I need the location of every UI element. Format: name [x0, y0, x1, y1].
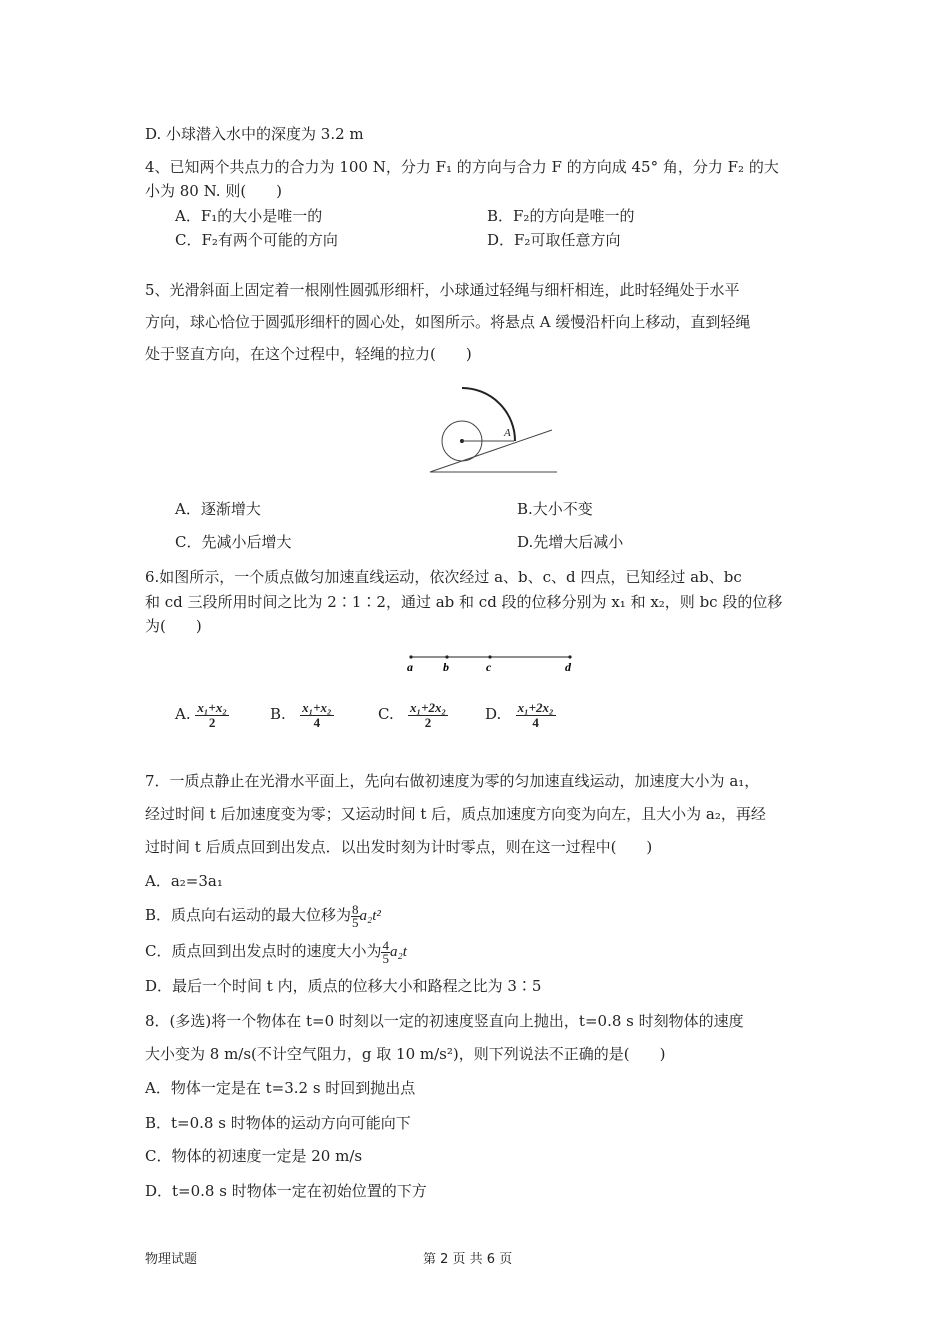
label-c: c: [486, 660, 492, 674]
q3-option-d: D. 小球潜入水中的深度为 3.2 m: [145, 125, 364, 143]
q6-option-b-label: B.: [270, 705, 286, 723]
incline-line: [430, 430, 552, 472]
q6-option-c: [378, 698, 448, 730]
q8-option-c: C．物体的初速度一定是 20 m/s: [145, 1147, 363, 1165]
q5-figure-incline-arc: [415, 375, 565, 487]
footer-page-number: 第 2 页 共 6 页: [423, 1252, 513, 1267]
q7-option-d: D．最后一个时间 t 内，质点的位移大小和路程之比为 3∶5: [145, 977, 542, 995]
q6-stem-line2: 和 cd 三段所用时间之比为 2∶1∶2，通过 ab 和 cd 段的位移分别为 x₁ 和 x₂，则 bc 段的位移: [145, 593, 783, 611]
q8-option-d: D．t=0.8 s 时物体一定在初始位置的下方: [145, 1182, 427, 1200]
q8-option-a: A．物体一定是在 t=3.2 s 时回到抛出点: [145, 1079, 416, 1097]
q8-stem-line1: 8．(多选)将一个物体在 t=0 时刻以一定的初速度竖直向上抛出，t=0.8 s 时刻物体的速度: [145, 1012, 744, 1030]
q6-option-b-fraction: $\frac{\text{x₁+x₂}}{4}$: [302, 699, 332, 730]
q8-option-b: B．t=0.8 s 时物体的运动方向可能向下: [145, 1114, 411, 1132]
q5-stem-line3: 处于竖直方向，在这个过程中，轻绳的拉力( ): [145, 345, 472, 363]
q5-option-a: A．逐渐增大: [175, 500, 261, 518]
q7-stem-line3: 过时间 t 后质点回到出发点．以出发时刻为计时零点，则在这一过程中( ): [145, 838, 653, 856]
q4-option-b: B．F₂的方向是唯一的: [487, 207, 635, 225]
q4-option-a: A．F₁的大小是唯一的: [175, 207, 323, 225]
q7-option-c: C．质点回到出发点时的速度大小为 $\frac{4}{5}$ a₂t: [145, 937, 407, 966]
q6-stem-line3: 为( ): [145, 617, 202, 635]
q6-option-a: [175, 698, 229, 730]
q7-option-b-fraction: $\frac{8}{5}$: [352, 901, 359, 930]
q7-stem-line1: 7．一质点静止在光滑水平面上，先向右做初速度为零的匀加速直线运动，加速度大小为 a₁，: [145, 772, 760, 790]
point-c: [488, 655, 491, 658]
label-a: a: [407, 660, 413, 674]
q7-option-a: A．a₂=3a₁: [145, 872, 223, 890]
point-a-label: A: [504, 427, 511, 439]
label-b: b: [443, 660, 449, 674]
q7-option-c-fraction: $\frac{4}{5}$: [382, 937, 389, 966]
point-d: [568, 655, 571, 658]
q4-option-d: D．F₂可取任意方向: [487, 231, 621, 249]
q6-option-b: [270, 698, 334, 730]
point-b: [445, 655, 448, 658]
q5-option-b: B.大小不变: [517, 500, 593, 518]
q5-stem-line1: 5、光滑斜面上固定着一根刚性圆弧形细杆，小球通过轻绳与细杆相连，此时轻绳处于水平: [145, 281, 740, 299]
q6-option-d: [485, 698, 556, 730]
q5-stem-line2: 方向，球心恰位于圆弧形细杆的圆心处，如图所示。将悬点 A 缓慢沿杆向上移动，直到轻绳: [145, 313, 751, 331]
q6-option-c-label: C.: [378, 705, 394, 723]
q7-option-b: B．质点向右运动的最大位移为 $\frac{8}{5}$ a₂t²: [145, 901, 381, 930]
q6-stem-line1: 6.如图所示，一个质点做匀加速直线运动，依次经过 a、b、c、d 四点，已知经过 ab、bc: [145, 568, 742, 586]
q4-option-c: C．F₂有两个可能的方向: [175, 231, 338, 249]
q7-stem-line2: 经过时间 t 后加速度变为零；又运动时间 t 后，质点加速度方向变为向左，且大小为 a₂，再经: [145, 805, 766, 823]
q6-option-a-label: A.: [175, 705, 191, 723]
q5-option-c: C．先减小后增大: [175, 533, 292, 551]
q6-option-c-fraction: $\frac{\text{x₁+2x₂}}{2}$: [410, 699, 447, 730]
footer-subject: 物理试题: [145, 1252, 198, 1267]
label-d: d: [565, 660, 571, 674]
q8-stem-line2: 大小变为 8 m/s(不计空气阻力，g 取 10 m/s²)，则下列说法不正确的是( ): [145, 1045, 666, 1063]
point-a: [409, 655, 412, 658]
q6-option-a-fraction: $\frac{\text{x₁+x₂}}{2}$: [197, 699, 227, 730]
q6-option-d-fraction: $\frac{\text{x₁+2x₂}}{4}$: [517, 699, 554, 730]
q6-figure-points: [400, 648, 585, 676]
q5-option-d: D.先增大后减小: [517, 533, 624, 551]
q4-stem-line2: 小为 80 N. 则( ): [145, 182, 283, 200]
q4-stem-line1: 4、已知两个共点力的合力为 100 N，分力 F₁ 的方向与合力 F 的方向成 45° 角，分力 F₂ 的大: [145, 158, 779, 176]
q6-option-d-label: D.: [485, 705, 502, 723]
